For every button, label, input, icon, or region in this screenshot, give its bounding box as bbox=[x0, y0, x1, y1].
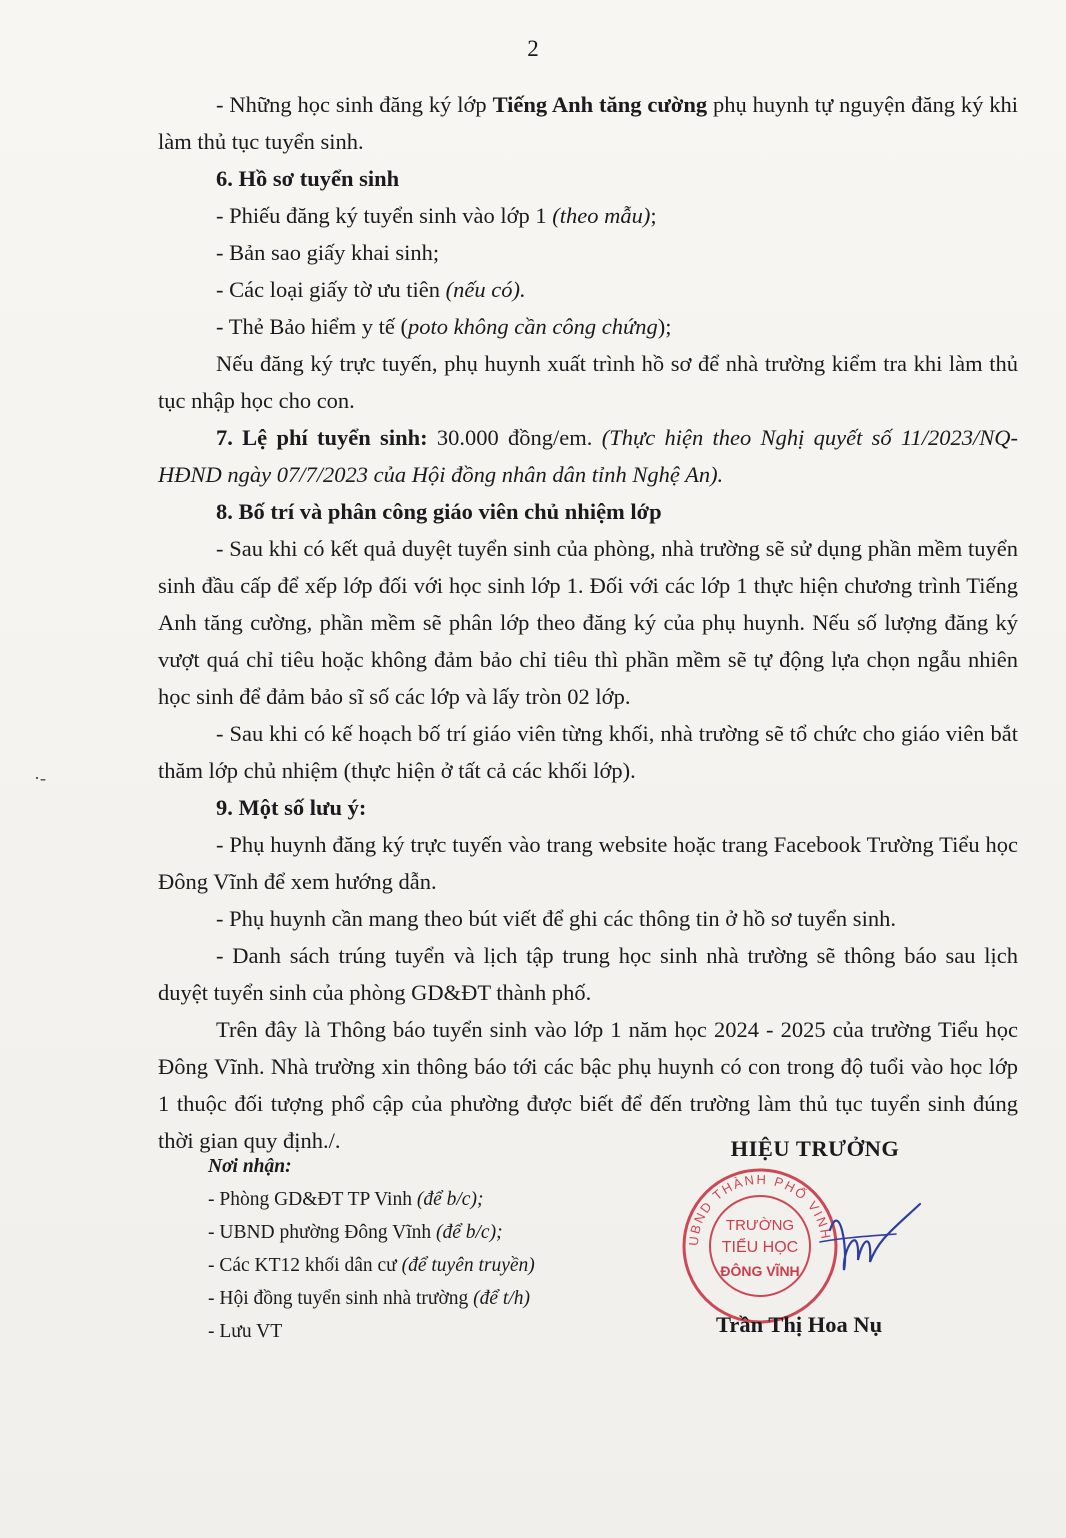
list-item: - Các loại giấy tờ ưu tiên (nếu có). bbox=[216, 277, 526, 302]
closing-paragraph: Trên đây là Thông báo tuyển sinh vào lớp 1 năm học 2024 - 2025 của trường Tiểu học Đông Vĩnh. Nhà trường xin thông báo tới các bậc phụ huynh có con trong độ tuổi vào học lớp 1 thuộc đối tượng phổ cập của phường được biết để đến trường làm thủ tục tuyển sinh đúng thời gian quy định./. bbox=[158, 1017, 1018, 1153]
recipients-title: Nơi nhận: bbox=[208, 1156, 292, 1177]
list-item: - Phiếu đăng ký tuyển sinh vào lớp 1 (theo mẫu); bbox=[216, 203, 657, 228]
section-heading-9: 9. Một số lưu ý: bbox=[216, 795, 367, 820]
section-heading-6: 6. Hồ sơ tuyển sinh bbox=[216, 166, 400, 191]
recipient-item: - Các KT12 khối dân cư (để tuyên truyền) bbox=[208, 1255, 535, 1276]
page-number: 2 bbox=[527, 36, 539, 61]
section-heading-8: 8. Bố trí và phân công giáo viên chủ nhiệm lớp bbox=[216, 499, 662, 524]
paragraph-online-note: Nếu đăng ký trực tuyến, phụ huynh xuất trình hồ sơ để nhà trường kiểm tra khi làm thủ tục nhập học cho con. bbox=[158, 351, 1018, 413]
list-item: - Thẻ Bảo hiểm y tế (poto không cần công chứng); bbox=[216, 314, 672, 339]
margin-mark: ·- bbox=[34, 768, 46, 788]
recipients-block bbox=[208, 1150, 668, 1348]
seal-line-2: TIỂU HỌC bbox=[721, 1239, 799, 1256]
signer-name: Trần Thị Hoa Nụ bbox=[716, 1312, 883, 1337]
recipient-item: - Lưu VT bbox=[208, 1321, 283, 1342]
paragraph-english-registration: - Những học sinh đăng ký lớp Tiếng Anh tăng cường phụ huynh tự nguyện đăng ký khi làm thủ tục tuyển sinh. bbox=[158, 92, 1018, 154]
seal-line-3: ĐÔNG VĨNH bbox=[720, 1263, 800, 1279]
paragraph-class-assignment: - Sau khi có kết quả duyệt tuyển sinh của phòng, nhà trường sẽ sử dụng phần mềm tuyển sinh đầu cấp để xếp lớp đối với học sinh lớp 1. Đối với các lớp 1 thực hiện chương trình Tiếng Anh tăng cường, phần mềm sẽ phân lớp theo đăng ký của phụ huynh. Nếu số lượng đăng ký vượt quá chỉ tiêu hoặc không đảm bảo chỉ tiêu thì phần mềm sẽ tự động lựa chọn ngẫu nhiên học sinh để đảm bảo sĩ số các lớp và lấy tròn 02 lớp. bbox=[158, 536, 1018, 709]
list-item: - Bản sao giấy khai sinh; bbox=[216, 240, 440, 265]
signature-title: HIỆU TRƯỞNG bbox=[730, 1136, 900, 1161]
document-body bbox=[158, 86, 1018, 1159]
seal-line-1: TRƯỜNG bbox=[725, 1217, 795, 1234]
paragraph-note-2: - Phụ huynh cần mang theo bút viết để ghi các thông tin ở hồ sơ tuyển sinh. bbox=[216, 906, 896, 931]
recipient-item: - Phòng GD&ĐT TP Vinh (để b/c); bbox=[208, 1189, 484, 1210]
handwritten-signature bbox=[800, 1190, 940, 1280]
section-heading-7: 7. Lệ phí tuyển sinh: 30.000 đồng/em. (Thực hiện theo Nghị quyết số 11/2023/NQ-HĐND ngày 07/7/2023 của Hội đồng nhân dân tỉnh Nghệ An). bbox=[158, 425, 1018, 487]
recipient-item: - UBND phường Đông Vĩnh (để b/c); bbox=[208, 1222, 503, 1243]
signature-block bbox=[690, 1136, 940, 1162]
paragraph-note-3: - Danh sách trúng tuyển và lịch tập trung học sinh nhà trường sẽ thông báo sau lịch duyệt tuyển sinh của phòng GD&ĐT thành phố. bbox=[158, 943, 1018, 1005]
svg-text:UBND THÀNH PHỐ VINH: UBND THÀNH PHỐ VINH bbox=[685, 1171, 834, 1247]
paragraph-note-1: - Phụ huynh đăng ký trực tuyến vào trang website hoặc trang Facebook Trường Tiểu học Đông Vĩnh để xem hướng dẫn. bbox=[158, 832, 1018, 894]
paragraph-teacher-assignment: - Sau khi có kế hoạch bố trí giáo viên từng khối, nhà trường sẽ tổ chức cho giáo viên bắt thăm lớp chủ nhiệm (thực hiện ở tất cả các khối lớp). bbox=[158, 721, 1018, 783]
recipient-item: - Hội đồng tuyển sinh nhà trường (để t/h) bbox=[208, 1288, 531, 1309]
